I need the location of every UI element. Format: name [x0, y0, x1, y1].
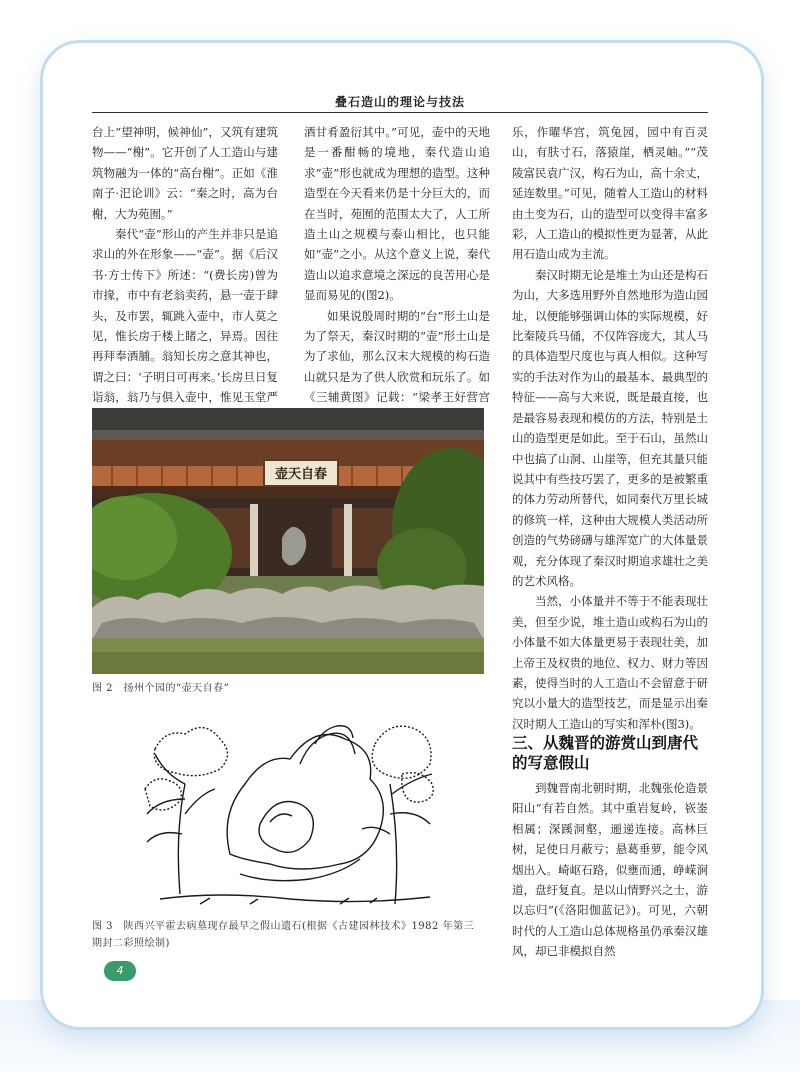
paragraph: 酒甘肴盈衍其中。”可见，壶中的天地是一番酣畅的境地，秦代造山追求“壶”形也就成为理想的造型。这种造型在今天看来仍是十分巨大的，而在当时，苑囿的范围太大了，人工所造土山之规模与泰山相比，也只能如“壶”之小。从这个意义上说，秦代造山以追求意境之深远的良苦用心是显而易见的(图2)。: [304, 125, 490, 303]
paragraph: 乐，作曜华宫，筑兔园，园中有百灵山，有肤寸石，落猿崖，栖灵岫。”“茂陵富民袁广汉，构石为山，高十余丈，延连数里。”可见，随着人工造山的材料由土变为石，山的造型可以变得丰富多彩，人工造山的模拟性更为显著，从此用石造山成为主流。: [512, 125, 708, 262]
running-header: 叠石造山的理论与技法: [334, 95, 465, 109]
paragraph: 台上“望神明，候神仙”，又筑有建筑物——“榭”。它开创了人工造山与建筑物融为一体的“高台榭”。正如《淮南子·汜论训》云：“秦之时，高为台榭，大为苑囿。”: [92, 125, 278, 221]
figure-3-caption: 图 3 陕西兴平霍去病墓现存最早之假山遗石(根据《古建园林技术》1982 年第三期封二彩照绘制): [92, 921, 475, 949]
text-column-3: [512, 122, 708, 734]
text-column-2: [304, 122, 490, 428]
plaque-text: 壶天自春: [274, 467, 328, 482]
paragraph: 到魏晋南北朝时期，北魏张伦造景阳山“有若自然。其中重岩复岭，嵚崟相属；深蹊洞壑，逦递连接。高林巨树，足使日月蔽亏；悬葛垂萝，能令风烟出入。崎岖石路，似壅而通，峥嵘涧道，盘纡复直。是以山情野兴之士，游以忘归”(《洛阳伽蓝记》)。可见，六朝时代的人工造山总体规格虽仍承秦汉雄风，却已非模拟自然: [512, 781, 708, 959]
header-rule: [92, 112, 708, 113]
text-column-3-lower: [512, 778, 708, 962]
figure-2-caption: 图 2 扬州个园的“壶天自春”: [92, 683, 230, 694]
text-column-1: [92, 122, 278, 428]
paragraph: 如果说殷周时期的“台”形土山是为了祭天，秦汉时期的“壶”形土山是为了求仙，那么汉末大规模的构石造山就只是为了供人欣赏和玩乐了。如《三辅黄图》记载：“梁孝王好营宫: [304, 308, 490, 405]
page-number-badge: 4: [104, 961, 136, 981]
figure-2-photo: [92, 408, 484, 674]
paragraph: 秦代“壶”形山的产生并非只是追求山的外在形象——“壶”。据《后汉书·方士传下》所述：“(费长房)曾为市掾，市中有老翁卖药，悬一壶于肆头，及市罢，辄跳入壶中，市人莫之见，惟长房于楼上睹之，异焉。因往再拜奉酒脯。翁知长房之意其神也，谓之曰：‘子明日可再来。’长房旦日复诣翁，翁乃与俱入壶中，惟见玉堂严: [92, 227, 278, 405]
section-heading: 三、从魏晋的游赏山到唐代的写意假山: [512, 734, 699, 772]
figure-3-sketch: [140, 704, 440, 909]
paragraph: 秦汉时期无论是堆土为山还是构石为山，大多选用野外自然地形为造山园址，以便能够强调山体的实际规模，好比秦陵兵马俑，不仅阵容庞大，其人马的具体造型尺度也与真人相似。这种写实的手法对作为山的最基本、最典型的特征——高与大来说，既是最直接，也是最容易表现和模仿的方法，特别是土山的造型更是如此。至于石山，虽然山中也搞了山洞、山崖等，但充其量只能说其中有些技巧罢了，更多的是被繁重的体力劳动所替代，如同秦代万里长城的修筑一样，这种由大规模人类活动所创造的气势磅礴与雄浑宽广的大体量景观，充分体现了秦汉时期追求雄壮之美的艺术风格。: [512, 267, 708, 588]
paragraph: 当然，小体量并不等于不能表现壮美，但至少说，堆土造山或构石为山的小体量不如大体量更易于表现壮美，加上帝王及权贵的地位、权力、财力等因素，使得当时的人工造山不会留意于研究以小量大的造型技艺，而是显示出秦汉时期人工造山的写实和浑朴(图3)。: [512, 594, 708, 731]
